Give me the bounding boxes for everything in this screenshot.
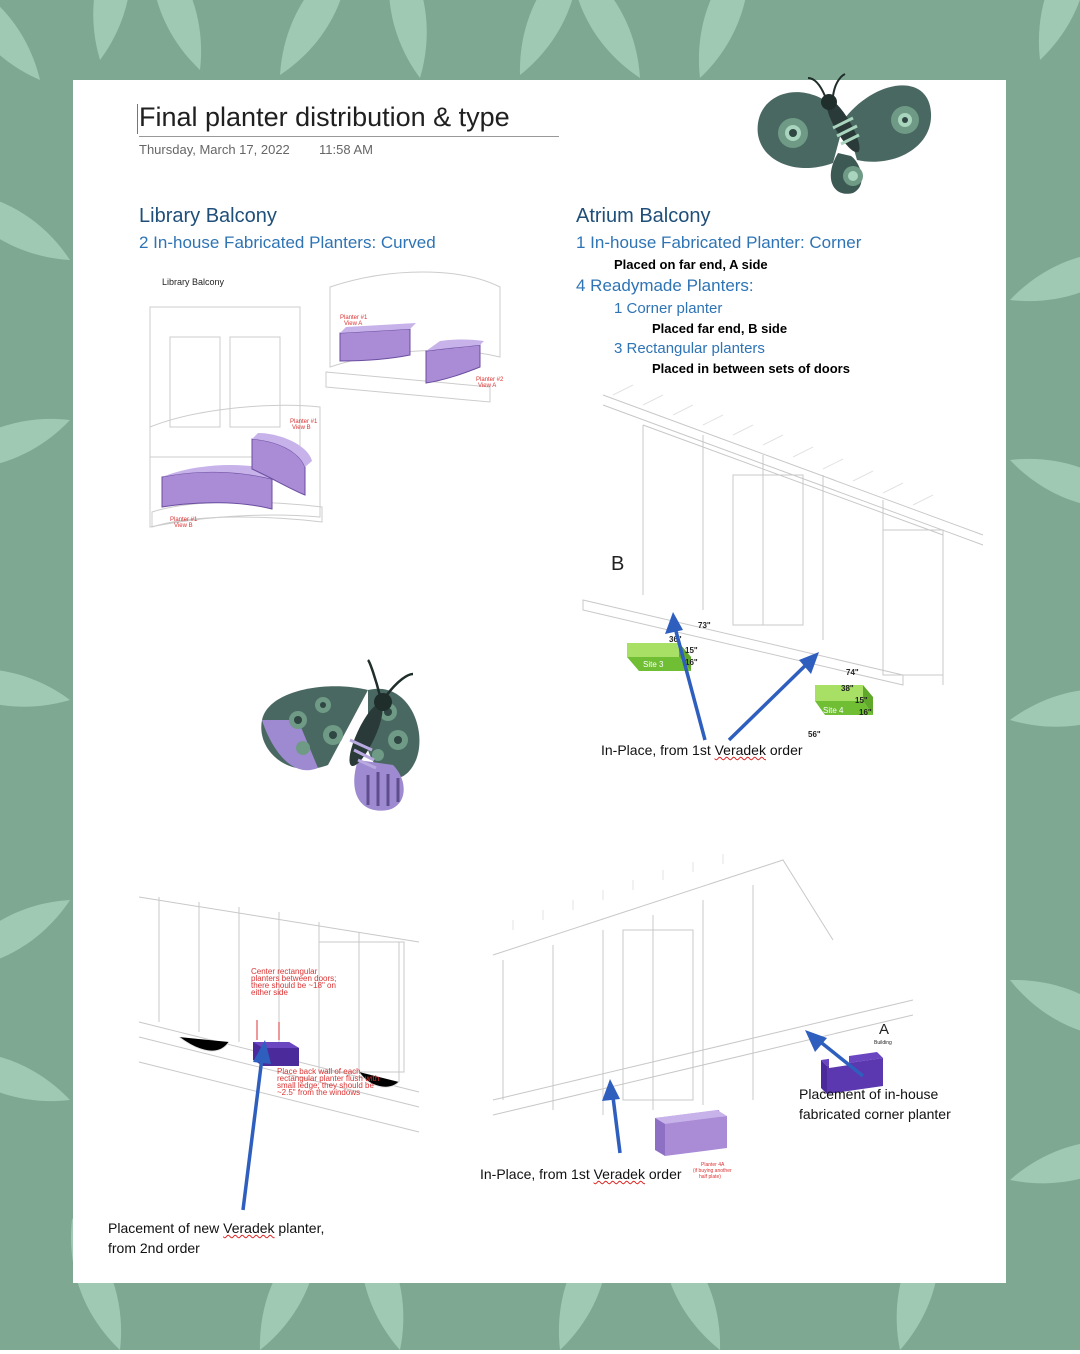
svg-text:15": 15" [685, 646, 698, 655]
document-page [73, 80, 1006, 1283]
svg-text:38": 38" [841, 684, 854, 693]
svg-text:(if buying another: (if buying another [693, 1168, 732, 1174]
atrium-fab-heading: 1 In-house Fabricated Planter: Corner [576, 233, 862, 252]
library-subheading: 2 In-house Fabricated Planters: Curved [139, 233, 436, 252]
svg-text:View B: View B [292, 425, 311, 431]
svg-text:Center rectangular: Center rectangular [251, 967, 318, 976]
moth-icon [258, 640, 428, 819]
svg-text:Planter #1: Planter #1 [290, 419, 318, 425]
building-label: Building [874, 1040, 892, 1046]
caption-in-place-top: In-Place, from 1st Veradek order [601, 742, 803, 758]
svg-text:either side: either side [251, 988, 288, 997]
svg-text:73": 73" [698, 621, 711, 630]
svg-text:~2.5" from the windows: ~2.5" from the windows [277, 1088, 361, 1097]
svg-text:15": 15" [855, 696, 868, 705]
svg-text:View A: View A [478, 383, 497, 389]
svg-text:rectangular planter flush with: rectangular planter flush with [277, 1074, 380, 1083]
rectangular-planter-diagram [139, 892, 429, 1152]
svg-text:56": 56" [808, 730, 821, 739]
page-title[interactable]: Final planter distribution & type [139, 102, 510, 132]
arrow-icon [233, 1030, 283, 1234]
svg-text:16": 16" [859, 708, 872, 717]
svg-text:Planter #1: Planter #1 [170, 517, 198, 523]
svg-text:half plate): half plate) [699, 1174, 721, 1180]
library-heading: Library Balcony [139, 205, 277, 227]
svg-text:small ledge; they should be: small ledge; they should be [277, 1081, 374, 1090]
corner-planter-heading: 1 Corner planter [614, 300, 723, 317]
caption-new-planter: Placement of new Veradek planter, from 2nd order [108, 1220, 325, 1256]
caption-in-place-bottom: In-Place, from 1st Veradek order [480, 1166, 682, 1182]
svg-text:Site 4: Site 4 [823, 706, 844, 715]
svg-text:Planter #1: Planter #1 [340, 315, 368, 321]
svg-text:Place back wall of each: Place back wall of each [277, 1067, 361, 1076]
atrium-heading: Atrium Balcony [576, 205, 711, 227]
page-date: Thursday, March 17, 2022 [139, 142, 290, 157]
side-b-letter: B [611, 553, 625, 575]
atrium-fab-note: Placed on far end, A side [614, 257, 768, 272]
rect-planters-heading: 3 Rectangular planters [614, 340, 765, 357]
title-cursor [137, 104, 138, 134]
moth-icon [753, 68, 938, 202]
svg-text:there should be ~18" on: there should be ~18" on [251, 981, 336, 990]
svg-text:planters between doors;: planters between doors; [251, 974, 337, 983]
arrow-icon [598, 1075, 638, 1159]
svg-text:View B: View B [174, 523, 193, 529]
library-figure-label: Library Balcony [162, 277, 225, 287]
arrow-icon [801, 1024, 871, 1088]
svg-text:16": 16" [685, 658, 698, 667]
svg-text:View A: View A [344, 321, 363, 327]
library-diagram [140, 257, 518, 544]
page-time: 11:58 AM [319, 142, 373, 157]
svg-text:36": 36" [669, 635, 682, 644]
svg-text:Site 3: Site 3 [643, 660, 664, 669]
svg-text:Planter #2: Planter #2 [476, 377, 504, 383]
svg-text:Planter 4A: Planter 4A [701, 1162, 725, 1168]
atrium-ready-heading: 4 Readymade Planters: [576, 276, 754, 295]
rect-planters-note: Placed in between sets of doors [652, 361, 850, 376]
side-a-letter: A [879, 1021, 890, 1038]
arrow-icon [633, 600, 853, 754]
corner-planter-note: Placed far end, B side [652, 321, 788, 336]
svg-text:74": 74" [846, 668, 859, 677]
title-divider [139, 136, 559, 137]
caption-corner-planter: Placement of in-house fabricated corner planter [799, 1086, 951, 1122]
